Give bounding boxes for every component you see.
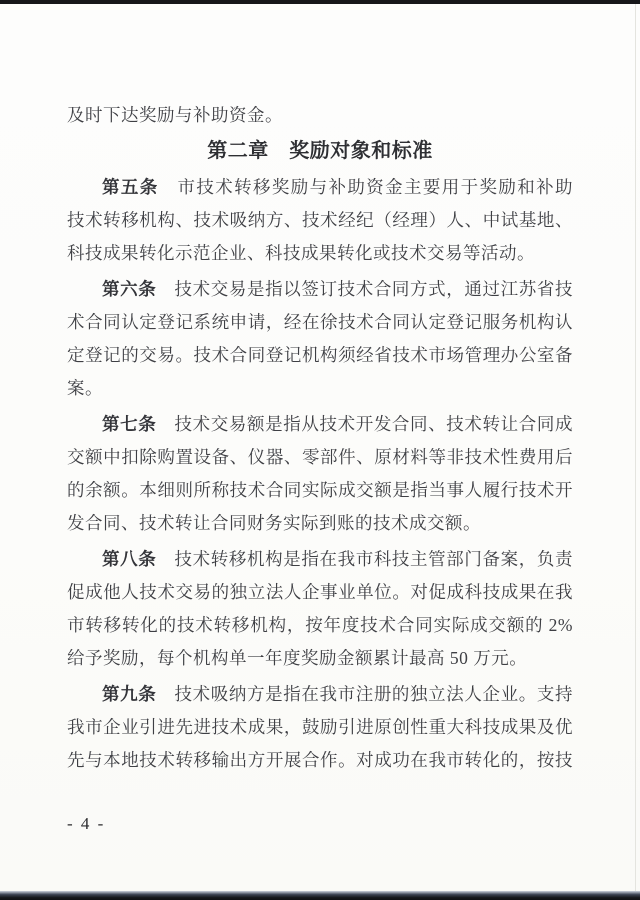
text-line: [67, 273, 573, 306]
line-text: 技术交易是指以签订技术合同方式，通过江苏省技: [156, 279, 574, 299]
line-text: 技术吸纳方是指在我市注册的独立法人企业。支持: [156, 684, 574, 704]
line-text: 技术交易额是指从技术开发合同、技术转让合同成: [156, 414, 574, 434]
text-line: [67, 339, 573, 372]
text-line: [67, 678, 573, 711]
scan-edge-bottom: [0, 891, 640, 900]
article-label: 第六条: [102, 279, 157, 299]
text-line: [67, 507, 573, 540]
line-text: 我市企业引进先进技术成果，鼓励引进原创性重大科技成果及优: [67, 717, 573, 737]
line-text: 定登记的交易。技术合同登记机构须经省技术市场管理办公室备: [67, 345, 573, 365]
article-label: 第七条: [102, 414, 157, 434]
line-text: 技术转移机构是指在我市科技主管部门备案，负责: [156, 549, 574, 569]
text-line: [67, 171, 573, 204]
page-edge-line: [635, 4, 636, 891]
article-label: 第九条: [102, 684, 157, 704]
text-line: [67, 543, 573, 576]
line-text: 案。: [67, 378, 103, 398]
line-text: 市转移转化的技术转移机构，按年度技术合同实际成交额的 2%: [67, 615, 573, 635]
line-text: 术合同认定登记系统申请，经在徐技术合同认定登记服务机构认: [67, 312, 573, 332]
line-text: 市技术转移奖励与补助资金主要用于奖励和补助: [158, 177, 573, 197]
line-text: 技术转移机构、技术吸纳方、技术经纪（经理）人、中试基地、: [67, 210, 573, 230]
text-line: [67, 408, 573, 441]
line-text: 及时下达奖励与补助资金。: [67, 105, 283, 125]
line-text: 先与本地技术转移输出方开展合作。对成功在我市转化的，按技: [67, 750, 573, 770]
text-line: [67, 744, 573, 777]
text-line: [67, 711, 573, 744]
chapter-heading: [67, 135, 573, 168]
text-line: [67, 609, 573, 642]
line-text: 的余额。本细则所称技术合同实际成交额是指当事人履行技术开: [67, 480, 573, 500]
text-line: [67, 474, 573, 507]
article-label: 第五条: [102, 177, 159, 197]
scan-edge-top: [0, 0, 640, 4]
text-line: [67, 441, 573, 474]
line-text: 发合同、技术转让合同财务实际到账的技术成交额。: [67, 513, 481, 533]
text-line: [67, 642, 573, 675]
line-text: 促成他人技术交易的独立法人企事业单位。对促成科技成果在我: [67, 582, 573, 602]
chapter-heading-text: 第二章 奖励对象和标准: [207, 140, 433, 162]
line-text: 给予奖励，每个机构单一年度奖励金额累计最高 50 万元。: [67, 648, 528, 668]
document-body: [67, 99, 573, 777]
page-number: - 4 -: [67, 814, 106, 833]
text-line: [67, 99, 573, 132]
text-line: [67, 576, 573, 609]
text-line: [67, 372, 573, 405]
text-line: [67, 306, 573, 339]
text-line: [67, 237, 573, 270]
line-text: 交额中扣除购置设备、仪器、零部件、原材料等非技术性费用后: [67, 447, 573, 467]
article-label: 第八条: [102, 549, 157, 569]
text-line: [67, 204, 573, 237]
line-text: 科技成果转化示范企业、科技成果转化或技术交易等活动。: [67, 243, 535, 263]
